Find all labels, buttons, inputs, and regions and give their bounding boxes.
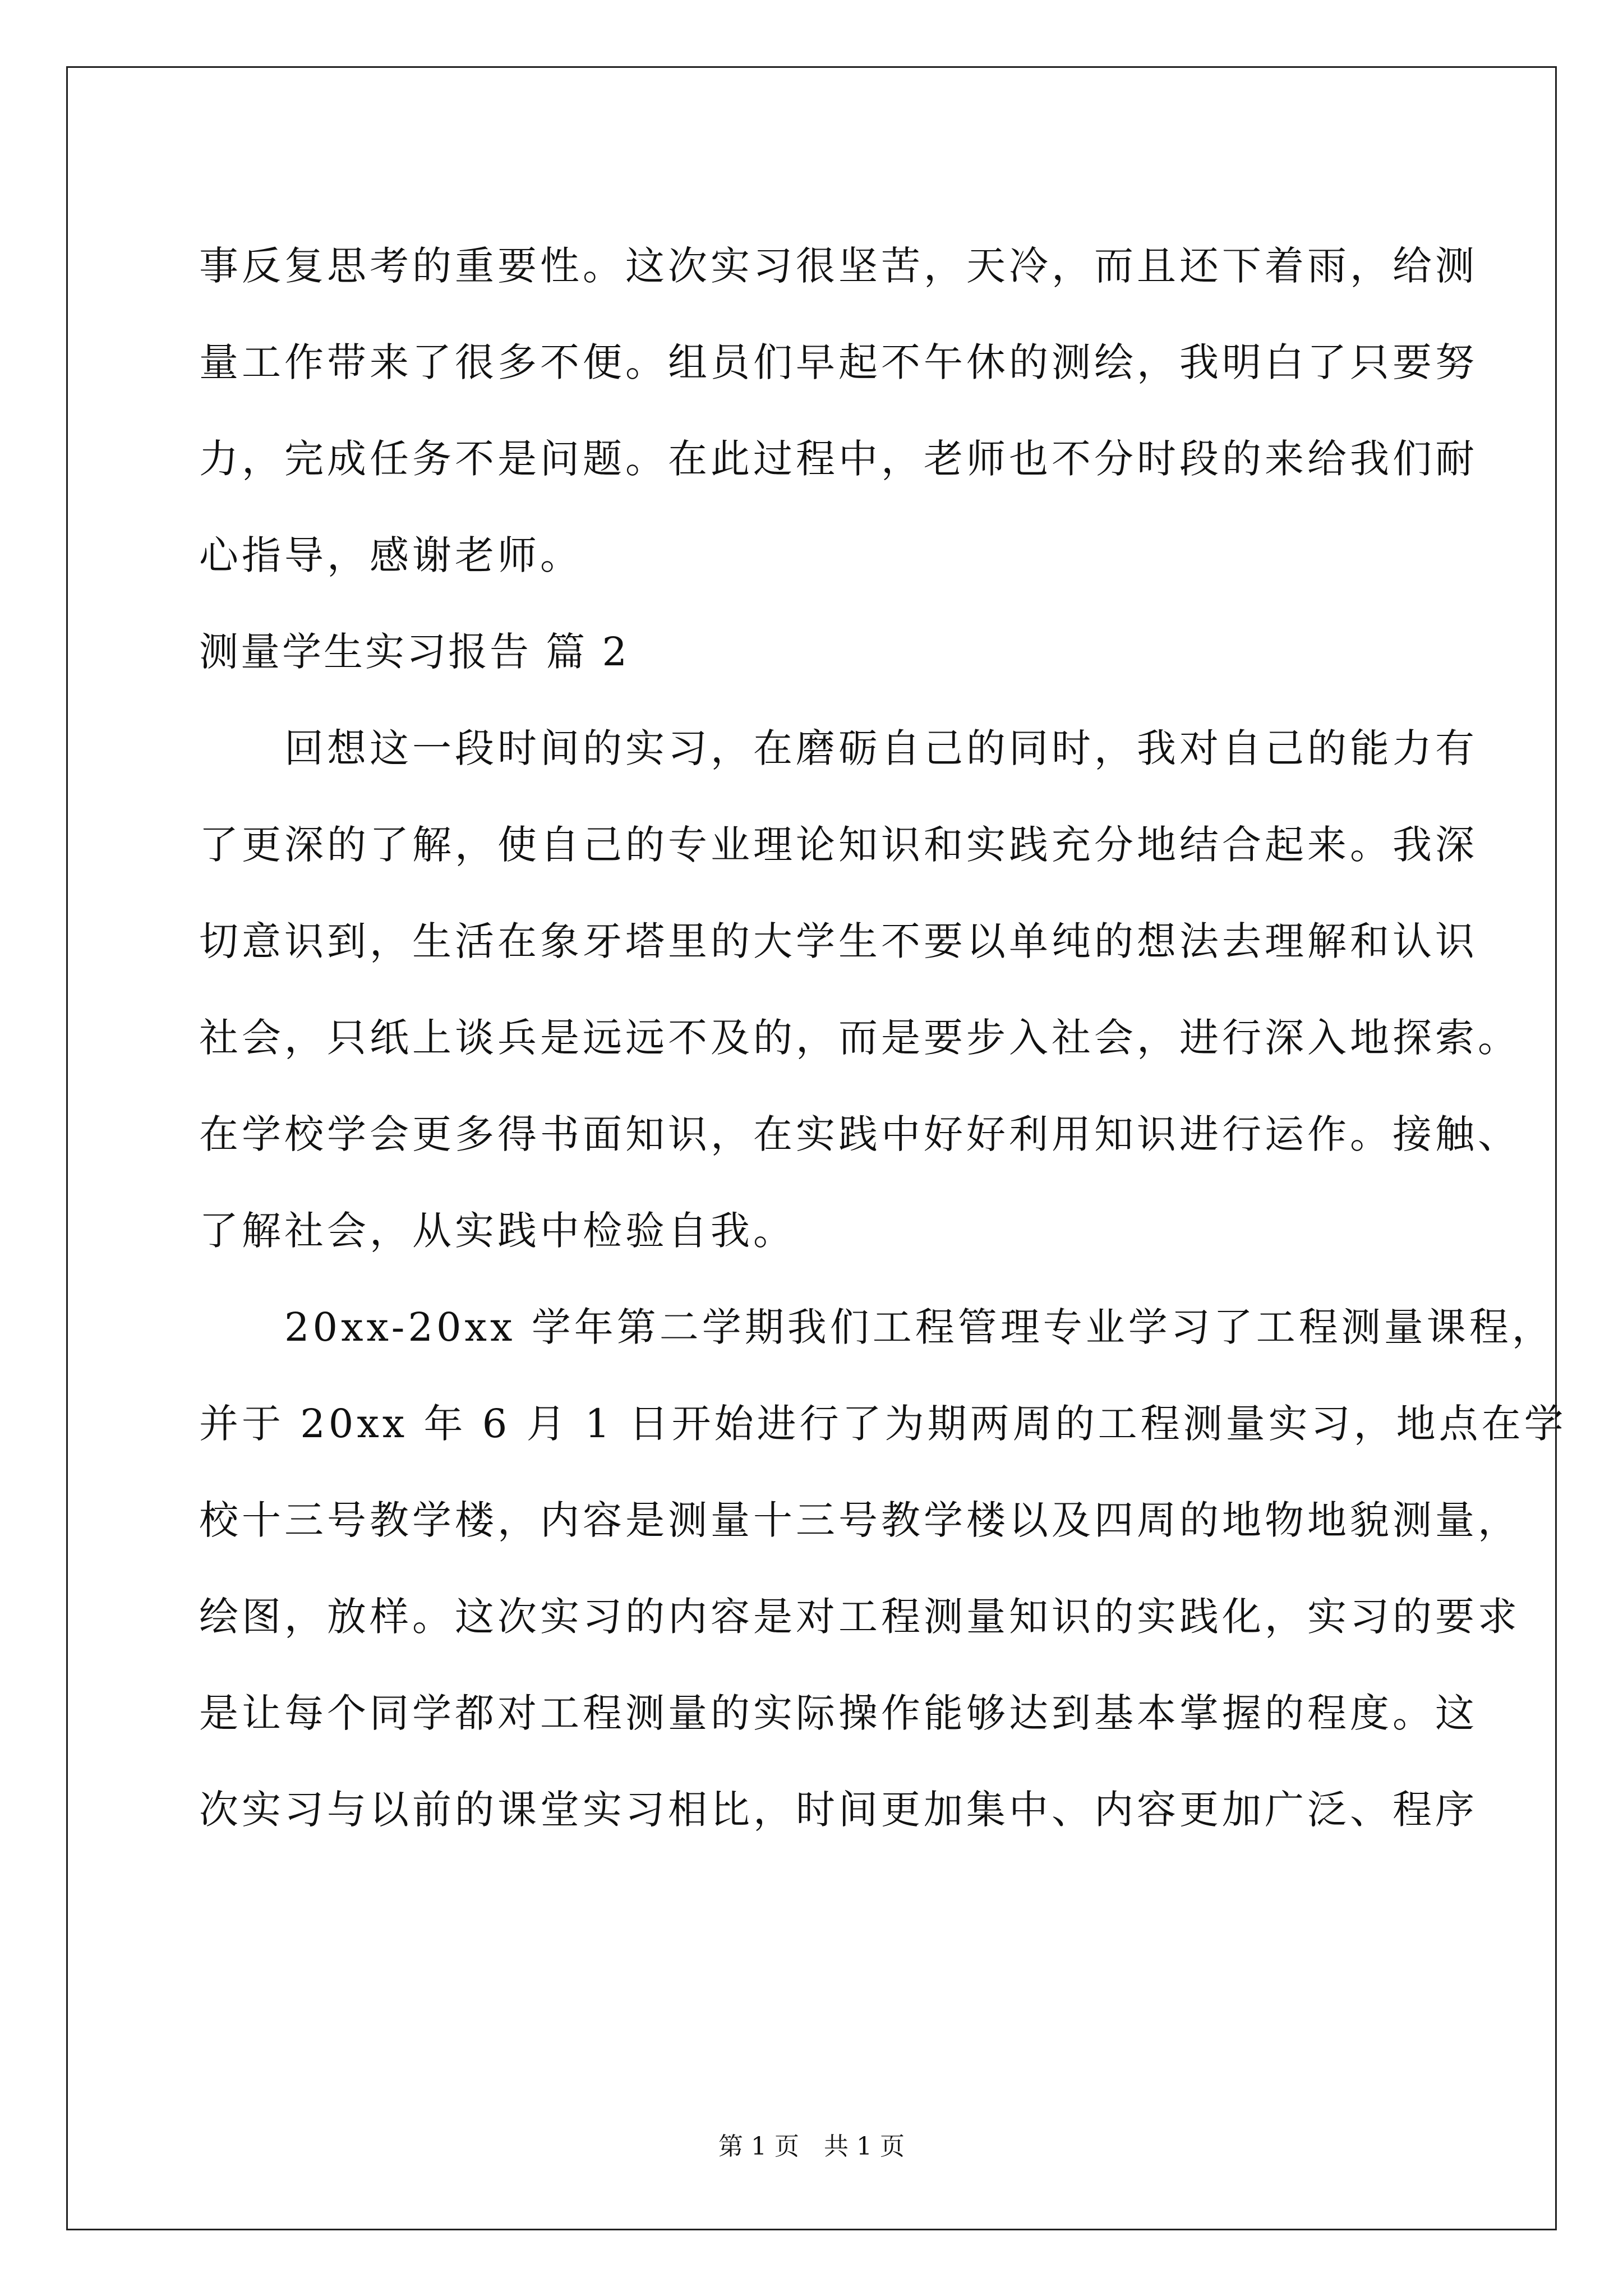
text-line: 回想这一段时间的实习，在磨砺自己的同时，我对自己的能力有 [199, 725, 1478, 771]
text-line: 量工作带来了很多不便。组员们早起不午休的测绘，我明白了只要努 [199, 339, 1478, 385]
text-line: 校十三号教学楼，内容是测量十三号教学楼以及四周的地物地貌测量， [199, 1497, 1520, 1543]
text-line: 并于 20xx 年 6 月 1 日开始进行了为期两周的工程测量实习，地点在学 [199, 1401, 1567, 1447]
text-line: 了更深的了解，使自己的专业理论知识和实践充分地结合起来。我深 [199, 822, 1478, 868]
text-line: 心指导，感谢老师。 [199, 532, 583, 578]
text-line: 在学校学会更多得书面知识，在实践中好好利用知识进行运作。接触、 [199, 1111, 1520, 1157]
text-line: 社会，只纸上谈兵是远远不及的，而是要步入社会，进行深入地探索。 [199, 1015, 1520, 1061]
text-line: 是让每个同学都对工程测量的实际操作能够达到基本掌握的程度。这 [199, 1690, 1478, 1736]
text-line: 切意识到，生活在象牙塔里的大学生不要以单纯的想法去理解和认识 [199, 918, 1478, 964]
text-line: 20xx-20xx 学年第二学期我们工程管理专业学习了工程测量课程， [199, 1304, 1555, 1350]
text-line: 了解社会，从实践中检验自我。 [199, 1208, 796, 1254]
page-footer: 第 1 页 共 1 页 [718, 2132, 905, 2161]
section-heading: 测量学生实习报告 篇 2 [199, 629, 630, 675]
text-line: 绘图，放样。这次实习的内容是对工程测量知识的实践化，实习的要求 [199, 1594, 1520, 1640]
text-line: 事反复思考的重要性。这次实习很坚苦，天冷，而且还下着雨，给测 [199, 243, 1478, 289]
text-line: 力，完成任务不是问题。在此过程中，老师也不分时段的来给我们耐 [199, 436, 1478, 482]
text-line: 次实习与以前的课堂实习相比，时间更加集中、内容更加广泛、程序 [199, 1787, 1478, 1833]
document-body [199, 218, 1567, 1858]
